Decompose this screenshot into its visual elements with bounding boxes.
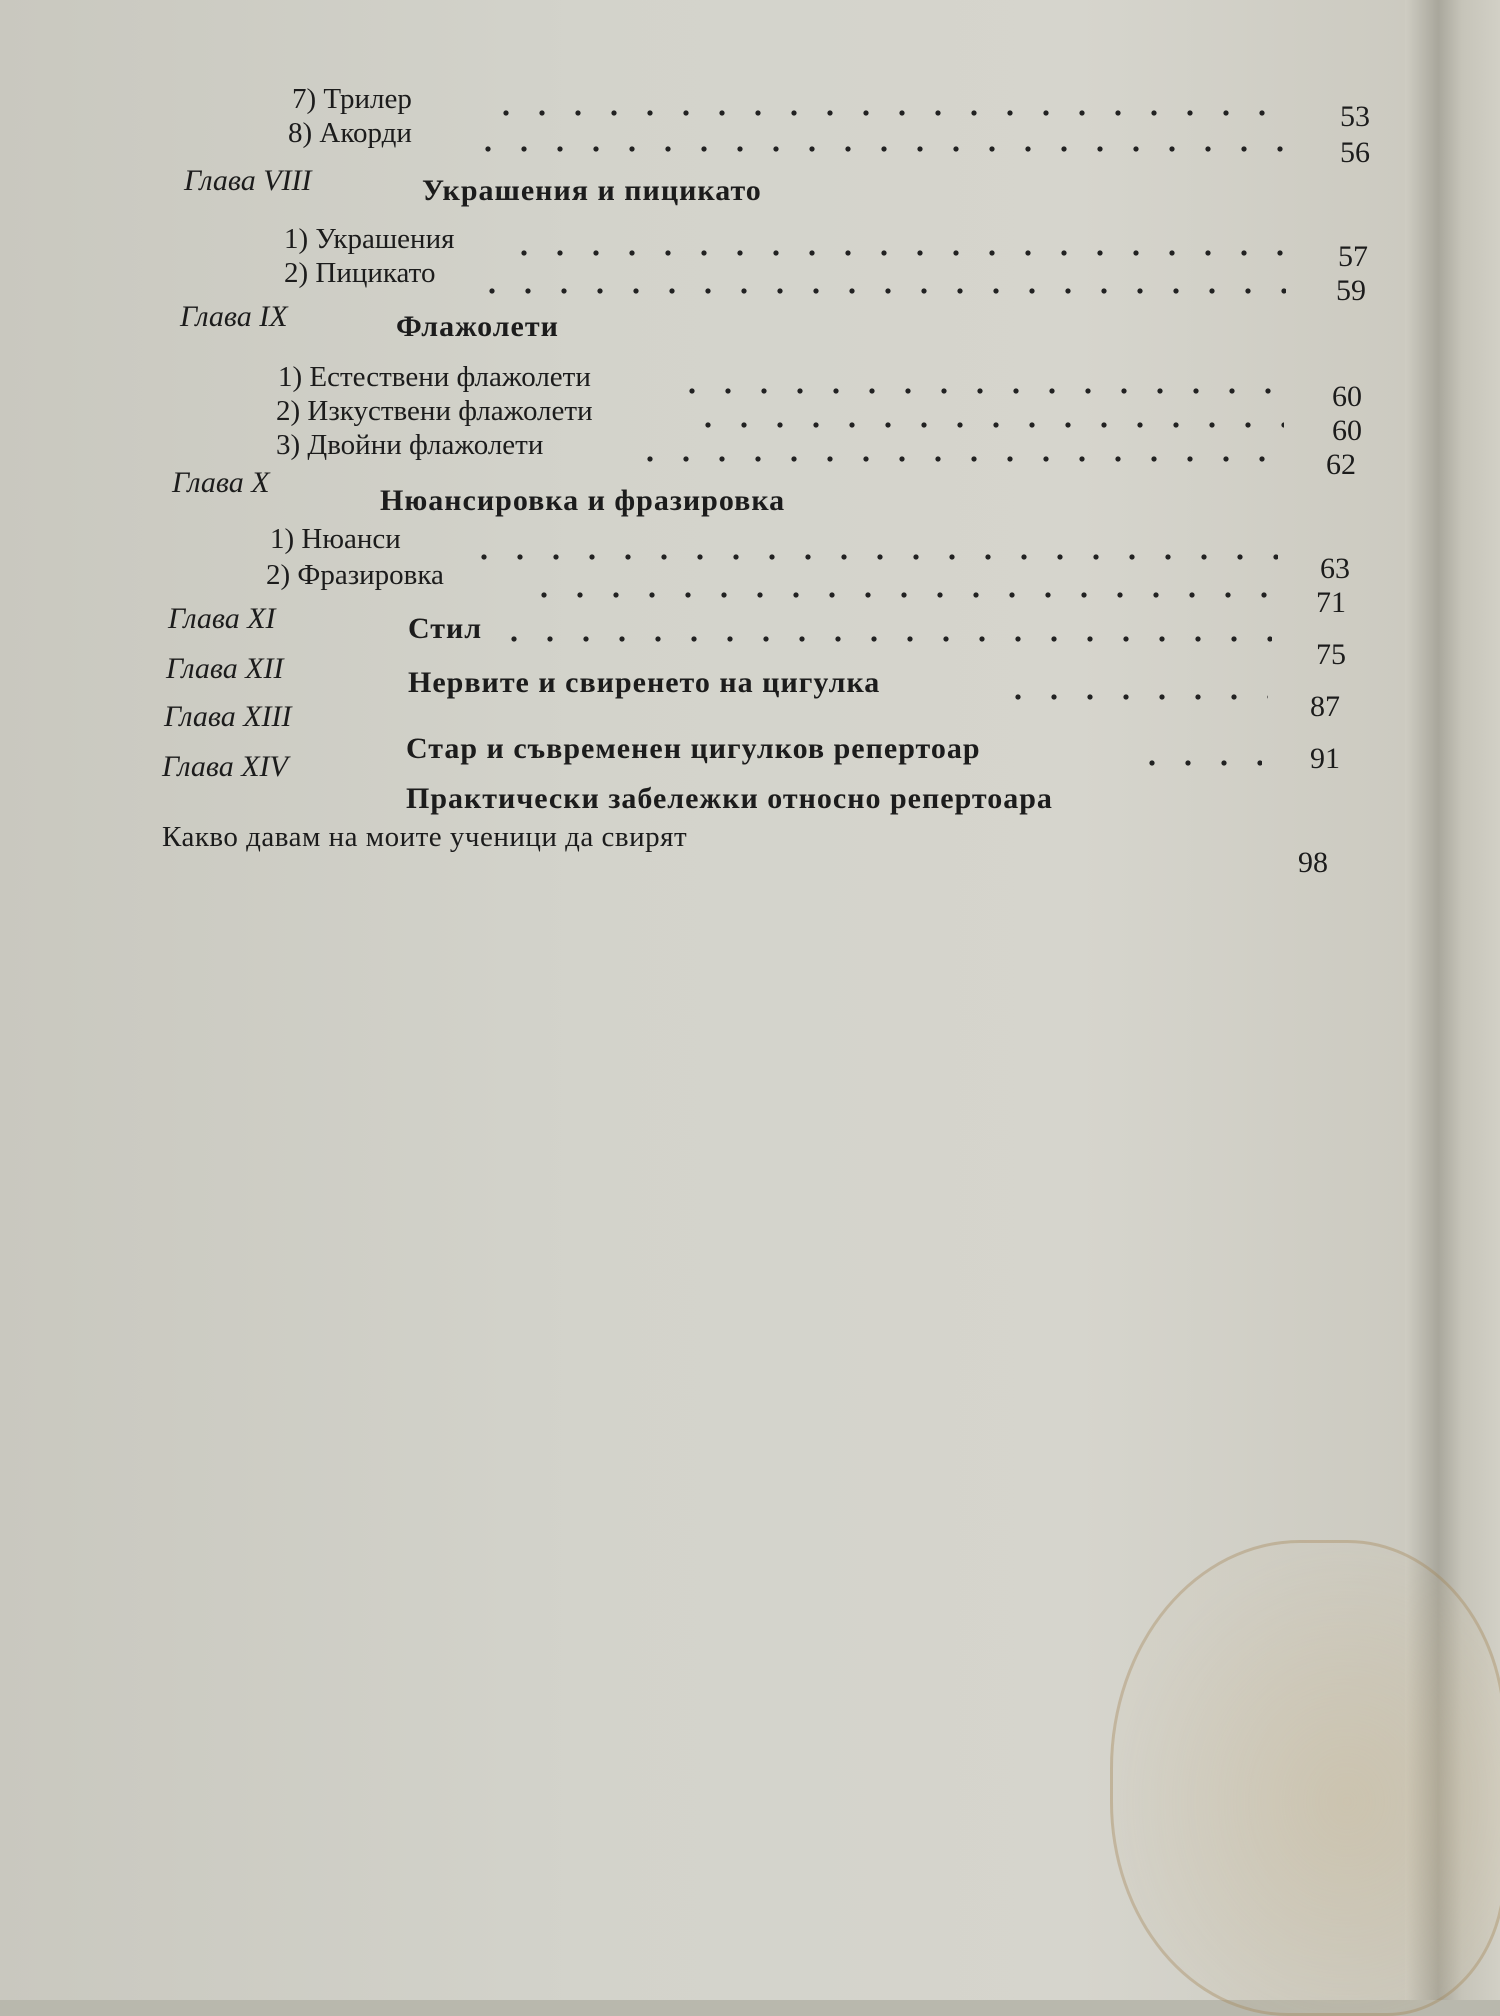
toc-page-number: 87 <box>1310 690 1340 723</box>
toc-page-number: 56 <box>1340 136 1370 169</box>
toc-page-number: 98 <box>1298 846 1328 879</box>
toc-page-number: 75 <box>1316 638 1346 671</box>
leader-dots <box>526 592 1278 598</box>
toc-chapter-number: Глава XIV <box>162 750 288 783</box>
toc-page-number: 59 <box>1336 274 1366 307</box>
toc-entry-label: Какво давам на моите ученици да свирят <box>162 821 688 853</box>
leader-dots <box>506 250 1286 256</box>
toc-entry-label: 3) Двойни флажолети <box>276 429 544 461</box>
toc-page-number: 91 <box>1310 742 1340 775</box>
leader-dots <box>470 146 1290 152</box>
toc-chapter-title: Практически забележки относно репертоара <box>406 782 1053 815</box>
toc-entry-label: 2) Фразировка <box>266 559 444 591</box>
toc-chapter-number: Глава VIII <box>184 164 312 197</box>
toc-page-number: 62 <box>1326 448 1356 481</box>
toc-page-number: 53 <box>1340 100 1370 133</box>
toc-chapter-title: Стар и съвременен цигулков репертоар <box>406 732 981 765</box>
leader-dots <box>1134 760 1262 766</box>
toc-chapter-title: Нюансировка и фразировка <box>380 484 786 517</box>
toc-entry-label: 1) Украшения <box>284 223 455 255</box>
toc-entry-label: 1) Естествени флажолети <box>278 361 591 393</box>
water-stain <box>1110 1540 1500 2016</box>
leader-dots <box>632 456 1282 462</box>
leader-dots <box>474 288 1286 294</box>
toc-chapter-number: Глава XIII <box>164 700 292 733</box>
toc-chapter-title: Стил <box>408 612 483 645</box>
toc-entry-label: 7) Трилер <box>292 83 412 115</box>
leader-dots <box>674 388 1284 394</box>
toc-page-number: 57 <box>1338 240 1368 273</box>
toc-chapter-title: Флажолети <box>396 310 559 343</box>
toc-chapter-number: Глава XII <box>166 652 284 685</box>
toc-page-number: 60 <box>1332 380 1362 413</box>
leader-dots <box>466 554 1278 560</box>
leader-dots <box>690 422 1284 428</box>
table-of-contents <box>0 0 1440 900</box>
toc-chapter-number: Глава X <box>172 466 270 499</box>
toc-page-number: 71 <box>1316 586 1346 619</box>
toc-chapter-number: Глава IX <box>180 300 288 333</box>
toc-entry-label: 2) Пицикато <box>284 257 436 289</box>
toc-chapter-title: Украшения и пицикато <box>422 174 762 207</box>
toc-entry-label: 2) Изкуствени флажолети <box>276 395 593 427</box>
toc-page-number: 63 <box>1320 552 1350 585</box>
leader-dots <box>488 110 1288 116</box>
leader-dots <box>1000 694 1268 700</box>
leader-dots <box>496 636 1272 642</box>
toc-entry-label: 8) Акорди <box>288 117 412 149</box>
toc-entry-label: 1) Нюанси <box>270 523 401 555</box>
toc-chapter-title: Нервите и свиренето на цигулка <box>408 666 881 699</box>
toc-page-number: 60 <box>1332 414 1362 447</box>
toc-chapter-number: Глава XI <box>168 602 276 635</box>
